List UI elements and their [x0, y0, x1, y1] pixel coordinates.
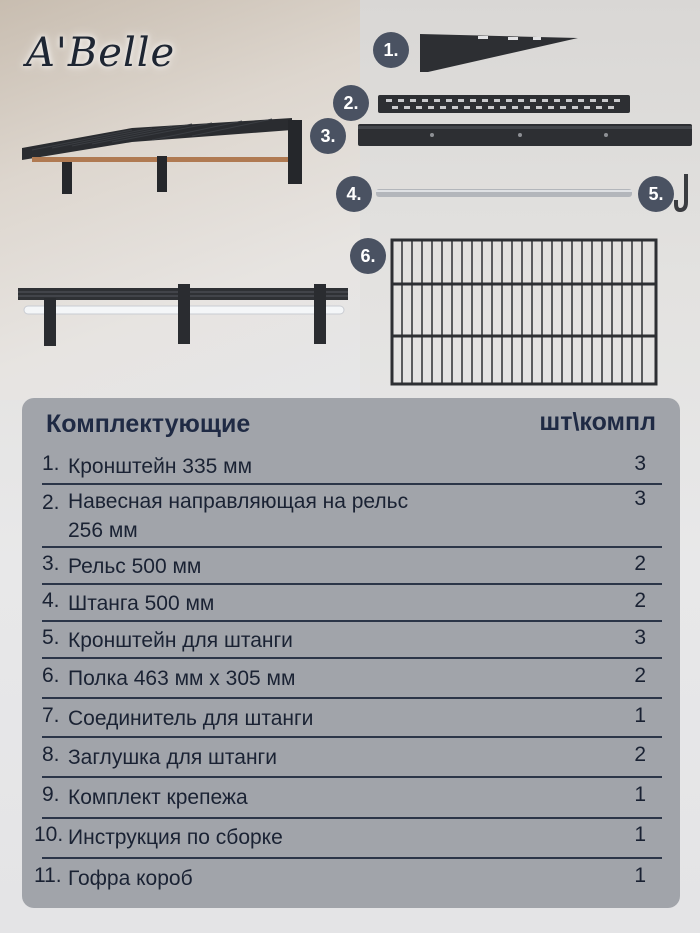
row-number: 9. [42, 783, 60, 806]
row-label: Штанга 500 мм [68, 592, 215, 615]
part-badge-2: 2. [333, 85, 369, 121]
row-label: Навесная направляющая на рельс 256 мм [68, 490, 409, 542]
part-badge-3: 3. [310, 118, 346, 154]
rod-icon [376, 189, 632, 197]
row-number: 7. [42, 704, 60, 727]
row-number: 3. [42, 552, 60, 575]
row-qty: 3 [634, 626, 646, 649]
row-qty: 2 [634, 664, 646, 687]
components-panel [22, 398, 680, 908]
row-divider [42, 776, 662, 778]
row-label: Инструкция по сборке [68, 826, 283, 849]
part-badge-1: 1. [373, 32, 409, 68]
rod-hook-icon [674, 172, 694, 214]
row-divider [42, 546, 662, 548]
row-qty: 1 [634, 864, 646, 887]
row-qty: 2 [634, 552, 646, 575]
row-qty: 1 [634, 704, 646, 727]
row-label: Гофра короб [68, 867, 193, 890]
bracket-icon [418, 32, 580, 74]
row-number: 1. [42, 452, 60, 475]
row-label: Полка 463 мм х 305 мм [68, 667, 296, 690]
row-divider [42, 583, 662, 585]
row-number: 5. [42, 626, 60, 649]
brand-logo: A'Belle [26, 30, 176, 76]
row-label: Кронштейн 335 мм [68, 455, 253, 478]
table-title: Комплектующие [46, 410, 251, 438]
row-qty: 1 [634, 783, 646, 806]
qty-column-header: шт\компл [539, 408, 656, 436]
row-divider [42, 483, 662, 485]
row-divider [42, 657, 662, 659]
row-divider [42, 736, 662, 738]
row-label: Соединитель для штанги [68, 707, 314, 730]
row-qty: 3 [634, 487, 646, 510]
part-badge-5: 5. [638, 176, 674, 212]
row-label: Кронштейн для штанги [68, 629, 293, 652]
hanging-guide-icon [378, 95, 630, 113]
shelf-assembly-photo [12, 110, 312, 200]
row-number: 11. [34, 864, 62, 887]
row-qty: 2 [634, 589, 646, 612]
row-qty: 2 [634, 743, 646, 766]
wire-shelf-icon [390, 238, 658, 386]
row-label: Рельс 500 мм [68, 555, 202, 578]
row-number: 2. [42, 491, 60, 514]
part-badge-6: 6. [350, 238, 386, 274]
row-qty: 3 [634, 452, 646, 475]
row-divider [42, 697, 662, 699]
rail-icon [358, 124, 692, 146]
row-qty: 1 [634, 823, 646, 846]
part-badge-4: 4. [336, 176, 372, 212]
row-divider [42, 620, 662, 622]
row-divider [42, 817, 662, 819]
row-number: 8. [42, 743, 60, 766]
row-number: 6. [42, 664, 60, 687]
row-number: 4. [42, 589, 60, 612]
row-divider [42, 857, 662, 859]
shelf-assembly-photo-2 [14, 282, 354, 352]
row-label: Комплект крепежа [68, 786, 248, 809]
row-label: Заглушка для штанги [68, 746, 277, 769]
row-number: 10. [34, 823, 64, 846]
